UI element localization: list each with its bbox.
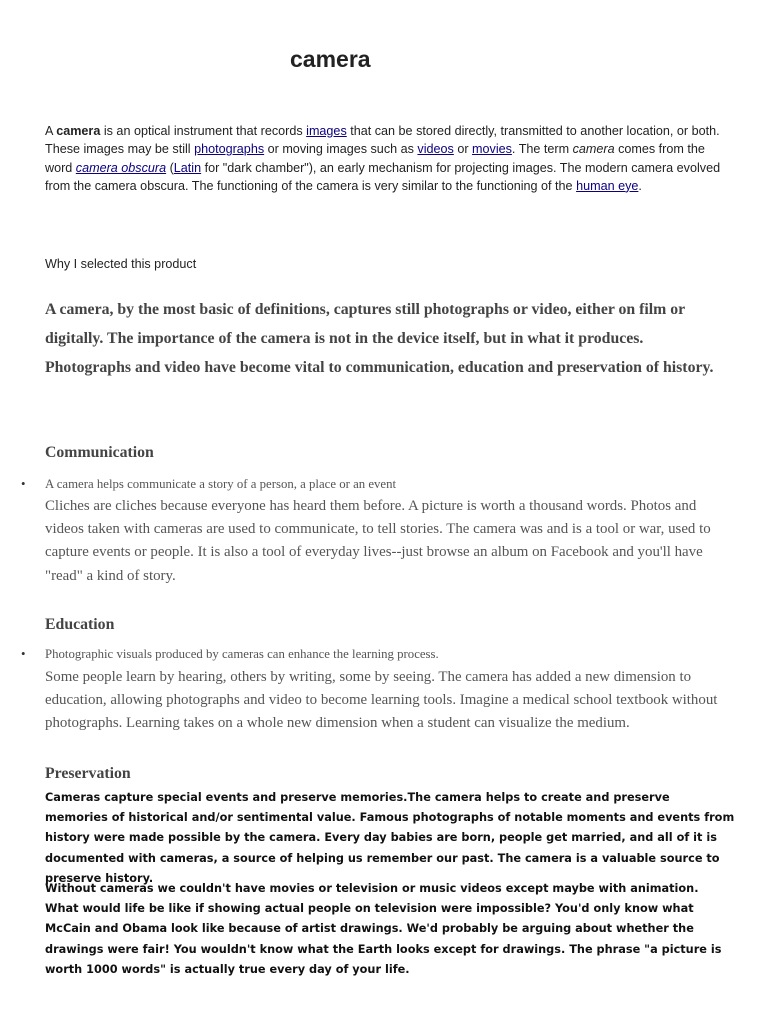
link-human-eye[interactable]: human eye — [576, 178, 639, 193]
intro-text: A — [45, 124, 57, 138]
heading-communication: Communication — [45, 444, 154, 461]
link-movies[interactable]: movies — [472, 142, 512, 157]
why-selected-label: Why I selected this product — [45, 257, 197, 271]
link-videos[interactable]: videos — [417, 142, 454, 157]
bullet-dot-icon: • — [21, 647, 26, 661]
bullet-communication — [21, 477, 735, 492]
intro-text: . The term — [511, 142, 573, 157]
link-images[interactable]: images — [306, 124, 347, 138]
intro-text: for "dark chamber"), an early mechanism for projecting images. The modern camera evolved from the camera obscura. The functioning of the camera is very similar to the functioning of the — [45, 160, 721, 193]
lead-paragraph: A camera, by the most basic of definitions, captures still photographs or video, either on film or digitally. The importance of the camera is not in the device itself, but in what it produces. Photographs and video have become vital to communication, education and preservation of history. — [45, 301, 714, 376]
bullet-text: Photographic visuals produced by cameras can enhance the learning process. — [45, 647, 439, 661]
intro-term-italic: camera — [572, 142, 615, 157]
heading-education: Education — [45, 616, 115, 633]
intro-text: that can be stored directly, transmitted to another location, or both. These images may be still — [45, 124, 720, 157]
communication-body: Cliches are cliches because everyone has heard them before. A picture is worth a thousand words. Photos and videos taken with cameras are used to communicate, to tell stories. The camera was and is a tool or war, used to capture events or people. It is also a tool of everyday lives--just browse an album on Facebook and you'll have "read" a kind of story. — [45, 498, 711, 584]
intro-text: is an optical instrument that records — [100, 124, 307, 138]
intro-text: ( — [166, 160, 174, 175]
intro-term-bold: camera — [56, 124, 101, 138]
bullet-text: A camera helps communicate a story of a person, a place or an event — [45, 477, 397, 491]
heading-preservation: Preservation — [45, 765, 131, 782]
intro-text: or moving images such as — [264, 142, 418, 157]
bullet-dot-icon: • — [21, 477, 26, 491]
intro-paragraph — [45, 122, 735, 195]
intro-text: . — [638, 178, 642, 193]
preservation-paragraph-1: Cameras capture special events and preserve memories.The camera helps to create and preserve memories of historical and/or sentimental value. Famous photographs of notable moments and events from history were made possible by the camera. Every day babies are born, people get married, and all of it is documented with cameras, a source of helping us remember our past. The camera is a valuable source to preserve history. — [45, 791, 735, 885]
intro-text: or — [453, 142, 473, 157]
preservation-paragraph-2: Without cameras we couldn't have movies or television or music videos except maybe with animation. What would life be like if showing actual people on television were impossible? You'd only know what McCain and Obama look like because of artist drawings. We'd probably be arguing about whether the drawings were fair! You wouldn't know what the Earth looks except for drawings. The phrase "a picture is worth 1000 words" is actually true every day of your life. — [45, 882, 722, 976]
link-camera-obscura[interactable]: camera obscura — [75, 160, 167, 175]
education-body: Some people learn by hearing, others by writing, some by seeing. The camera has added a new dimension to education, allowing photographs and video to become learning tools. Imagine a medical school textbook without photographs. Learning takes on a whole new dimension when a student can visualize the medium. — [45, 669, 718, 732]
link-latin[interactable]: Latin — [173, 160, 202, 175]
intro-text: comes from the word — [45, 142, 705, 175]
page-title: camera — [290, 46, 371, 72]
bullet-education — [21, 647, 735, 662]
link-photographs[interactable]: photographs — [194, 142, 265, 157]
